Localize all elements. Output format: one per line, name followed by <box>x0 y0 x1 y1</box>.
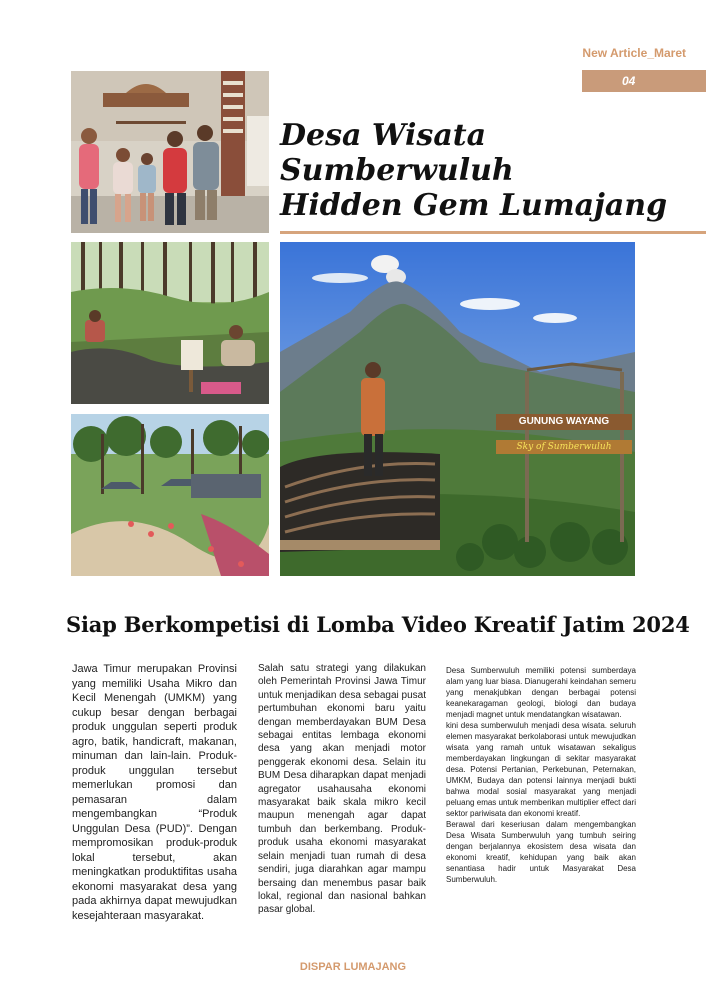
photo-garden-resort <box>71 414 269 576</box>
column-3-paragraph-3: Berawal dari keseriusan dalam mengembangkan Desa Wisata Sumberwuluh yang tumbuh seiring dengan berjalannya ekosistem desa wisata dan ekonomi kreatif, kehidupan yang baik akan senantiasa hadir untuk Masyarakat Desa Sumberwuluh. <box>446 820 636 884</box>
text-column-2 <box>258 662 426 917</box>
section-heading: Siap Berkompetisi di Lomba Video Kreatif Jatim 2024 <box>66 612 690 637</box>
column-2-text: Salah satu strategi yang dilakukan oleh Pemerintah Provinsi Jawa Timur untuk menjadikan desa sebagai pusat pertumbuhan ekonomi baru yaitu dengan memberdayakan BUM Desa sebagai entitas lembaga ekonomi desa yang akan menjadi motor penggerak ekonomi desa. Selain itu BUM Desa diharapkan dapat menjadi agregator usahausaha ekonomi masyarakat baik skala mikro kecil maupun menengah agar dapat tumbuh dan berkembang. Produk-produk usaha ekonomi masyarakat selain menjadi tuan rumah di desa sendiri, juga diarahkan agar mampu bersaing dan menembus pasar baik lokal, regional dan nasional bahkan pasar global. <box>258 663 426 916</box>
page-number-badge <box>582 70 706 92</box>
column-3-paragraph-2: kini desa sumberwuluh menjadi desa wisata. seluruh elemen masyarakat berkolaborasi untuk mewujudkan wisata yang ramah untuk wisatawan sekaligus memberdayakan lingkungan di sekitar masyarakat desa. Potensi Pertanian, Perkebunan, Peternakan, UMKM, Budaya dan potensi lainnya menjadi bukti bahwa modal sosial masyarakat yang menjadi peluang emas untuk memberikan multiplier effect dari sektor pariwisata dan ekonomi kreatif. <box>446 721 636 818</box>
title-line-3: Hidden Gem Lumajang <box>280 188 668 223</box>
photo-forest-painting <box>71 242 269 404</box>
text-column-3 <box>446 665 636 885</box>
column-1-text: Jawa Timur merupakan Provinsi yang memiliki Usaha Mikro dan Kecil Menengah (UMKM) yang cukup besar dengan berbagai produk unggulan seperti produk agro, batik, handicraft, makanan, minuman dan lain-lain. Produk-produk unggulan tersebut memerlukan promosi dan pemasaran dalam mengembangkan “Produk Unggulan Desa (PUD)”. Dengan mempromosikan produk-produk lokal tersebut, akan meningkatkan produktifitas usaha ekonomi masyarakat desa yang pada akhirnya dapat mewujudkan kesejahteraan masyarakat. <box>72 663 237 922</box>
title-divider <box>280 231 706 234</box>
title-line-1: Desa Wisata <box>280 118 487 153</box>
sign-sky-of-sumberwuluh: Sky of Sumberwuluh <box>516 442 612 452</box>
title-line-2: Sumberwuluh <box>280 153 514 188</box>
page-number: 04 <box>622 74 636 88</box>
footer-credit: DISPAR LUMAJANG <box>299 961 407 973</box>
column-3-paragraph-1: Desa Sumberwuluh memiliki potensi sumberdaya alam yang luar biasa. Dianugerahi keindahan semeru yang menakjubkan dengan berbagai potensi keanekaragaman geologi, biologi dan budaya menjadi magnet untuk mendatangkan wisatawan. <box>446 666 636 719</box>
article-title <box>280 118 690 223</box>
photo-family-group <box>71 71 269 233</box>
article-label: New Article_Maret <box>582 46 686 60</box>
photo-gunung-wayang-semeru <box>280 242 635 576</box>
sign-gunung-wayang: GUNUNG WAYANG <box>518 416 610 427</box>
text-column-1 <box>72 662 237 923</box>
